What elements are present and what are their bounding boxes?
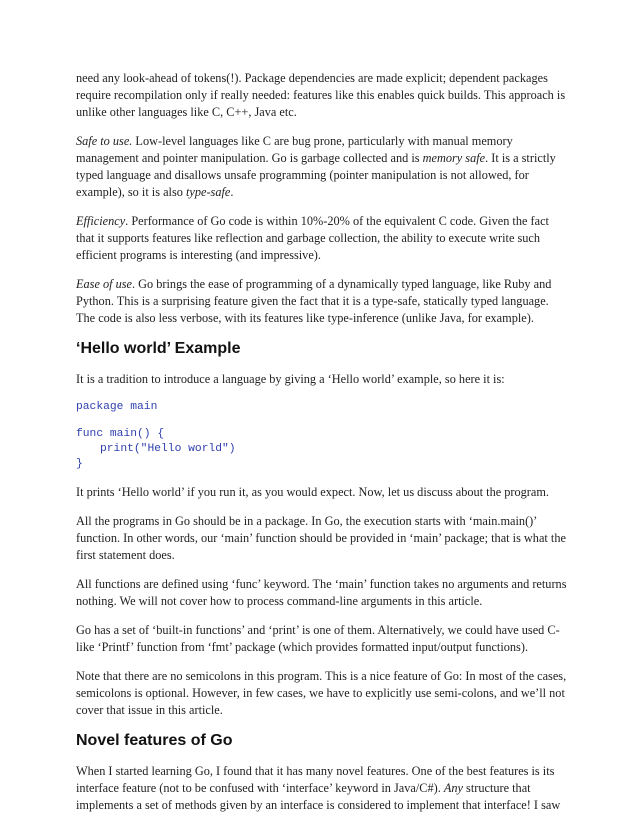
code-line-close-brace: } — [76, 458, 83, 470]
paragraph-dependencies: need any look-ahead of tokens(!). Package dependencies are made explicit; dependent packages require recompilation only if really needed: features like this enables quick builds. This approach is unlike other languages like C, C++, Java etc. — [76, 71, 566, 119]
safe-to-use-text-a: Low-level languages like C are bug prone, particularly with manual memory management and pointer manipulation. Go is garbage collected and is — [76, 134, 513, 165]
type-safe-term: type-safe — [185, 185, 231, 199]
code-line-func: func main() { — [76, 428, 165, 440]
paragraph-efficiency — [76, 213, 568, 264]
paragraph-semicolons: Note that there are no semicolons in this program. This is a nice feature of Go: In most of the cases, semicolons is optional. However, in few cases, we have to explicitly use semi-colons, and we’ll not cover that issue in this article. — [76, 669, 567, 717]
efficiency-label: Efficiency — [76, 214, 126, 228]
code-line-package: package main — [76, 401, 158, 413]
ease-of-use-label: Ease of use — [76, 277, 133, 291]
interfaces-text-a: When I started learning Go, I found that it has many novel features. One of the best features is its interface feature (not to be confused with ‘interface’ keyword in Java/C#). — [76, 764, 555, 795]
paragraph-safe-to-use — [76, 133, 568, 201]
ease-of-use-text: . Go brings the ease of programming of a dynamically typed language, like Ruby and Python. This is a surprising feature given the fact that it is a type-safe, statically typed language. The code is also less verbose, with its features like type-inference (unlike Java, for example). — [76, 277, 552, 325]
any-term: Any — [443, 781, 463, 795]
safe-to-use-text-b: . It is a strictly typed language and disallows unsafe programming (pointer manipulation is not allowed, for example), so it is also — [76, 151, 556, 199]
efficiency-text: . Performance of Go code is within 10%-20% of the equivalent C code. Given the fact that it supports features like reflection and garbage collection, the ability to execute write such efficient programs is interesting (and impressive). — [76, 214, 549, 262]
paragraph-interfaces — [76, 763, 568, 814]
paragraph-functions: All functions are defined using ‘func’ keyword. The ‘main’ function takes no arguments and returns nothing. We will not cover how to process command-line arguments in this article. — [76, 577, 567, 608]
paragraph-builtins: Go has a set of ‘built-in functions’ and ‘print’ is one of them. Alternatively, we could have used C-like ‘Printf’ function from ‘fmt’ package (which provides formatted input/output functions). — [76, 623, 560, 654]
heading-novel-features: Novel features of Go — [76, 732, 233, 749]
safe-to-use-text-c: . — [230, 185, 234, 199]
code-block — [76, 400, 568, 472]
memory-safe-term: memory safe — [422, 151, 486, 165]
paragraph-packages: All the programs in Go should be in a package. In Go, the execution starts with ‘main.main()’ function. In other words, our ‘main’ function should be provided in ‘main’ package; that is what the first statement does. — [76, 514, 566, 562]
safe-to-use-label: Safe to use. — [76, 134, 133, 148]
interfaces-text-b: structure that implements a set of methods given by an interface is considered to implement that interface! I saw — [76, 781, 561, 812]
paragraph-tradition: It is a tradition to introduce a language by giving a ‘Hello world’ example, so here it is: — [76, 372, 505, 386]
code-line-print: print("Hello world") — [100, 443, 236, 455]
paragraph-ease-of-use — [76, 276, 568, 327]
heading-hello-world: ‘Hello world’ Example — [76, 340, 241, 357]
paragraph-prints: It prints ‘Hello world’ if you run it, as you would expect. Now, let us discuss about the program. — [76, 485, 550, 499]
